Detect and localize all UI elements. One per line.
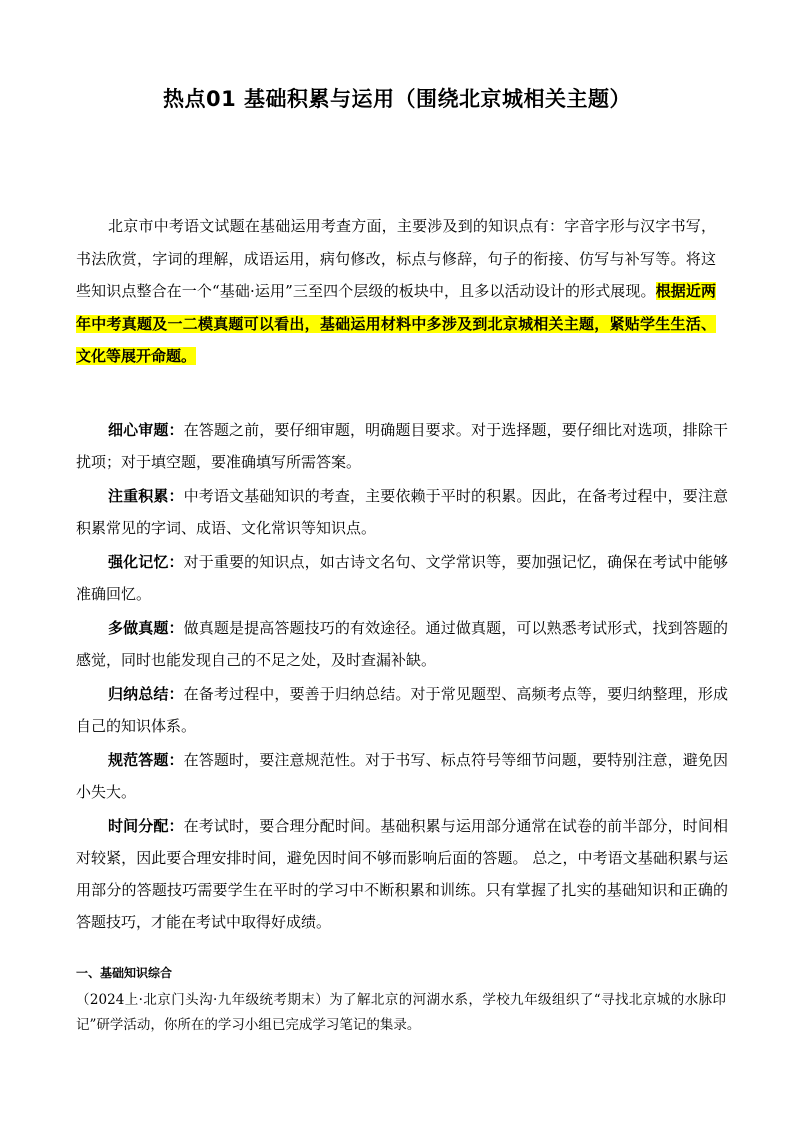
tip-item <box>76 414 728 478</box>
tip-label: 注重积累： <box>108 487 184 505</box>
tips-list <box>76 414 728 940</box>
tip-label: 归纳总结： <box>108 685 184 703</box>
tip-label: 强化记忆： <box>108 553 184 571</box>
intro-text: 北京市中考语文试题在基础运用考查方面，主要涉及到的知识点有：字音字形与汉字书写，书法欣赏，字词的理解，成语运用，病句修改，标点与修辞，句子的衔接、仿写与补写等。将这些知识点整合在一个“基础·运用”三至四个层级的板块中，且多以活动设计的形式展现。 <box>76 217 716 300</box>
tip-item <box>76 546 728 610</box>
tip-item <box>76 612 728 676</box>
tip-text: 对于重要的知识点，如古诗文名句、文学常识等，要加强记忆，确保在考试中能够准确回忆。 <box>76 553 728 603</box>
question-text: （2024上·北京门头沟·九年级统考期末）为了解北京的河湖水系，学校九年级组织了“寻找北京城的水脉印记”研学活动，你所在的学习小组已完成学习笔记的集录。 <box>76 992 726 1033</box>
tip-item <box>76 480 728 544</box>
intro-paragraph <box>76 210 716 373</box>
tip-text: 中考语文基础知识的考查，主要依赖于平时的积累。因此，在备考过程中，要注意积累常见的字词、成语、文化常识等知识点。 <box>76 487 728 537</box>
tip-text: 在答题之前，要仔细审题，明确题目要求。对于选择题，要仔细比对选项，排除干扰项；对于填空题，要准确填写所需答案。 <box>76 421 728 471</box>
tip-item <box>76 744 728 808</box>
tip-label: 多做真题： <box>108 619 184 637</box>
tip-label: 时间分配： <box>108 817 184 835</box>
tip-text: 在答题时，要注意规范性。对于书写、标点符号等细节问题，要特别注意，避免因小失大。 <box>76 751 728 801</box>
tip-item <box>76 678 728 742</box>
section-heading: 一、基础知识综合 <box>76 966 173 980</box>
tip-text: 在备考过程中，要善于归纳总结。对于常见题型、高频考点等，要归纳整理，形成自己的知识体系。 <box>76 685 728 735</box>
tip-label: 细心审题： <box>108 421 184 439</box>
intro-highlight: 根据近两年中考真题及一二模真题可以看出，基础运用材料中多涉及到北京城相关主题，紧贴学生生活、文化等展开命题。 <box>76 282 716 365</box>
tip-label: 规范答题： <box>108 751 184 769</box>
tip-text: 在考试时，要合理分配时间。基础积累与运用部分通常在试卷的前半部分，时间相对较紧，因此要合理安排时间，避免因时间不够而影响后面的答题。 总之，中考语文基础积累与运用部分的答题技巧需要学生在平时的学习中不断积累和训练。只有掌握了扎实的基础知识和正确的答题技巧，才能在考试中取得好成绩。 <box>76 817 728 931</box>
tip-item <box>76 810 728 938</box>
page-title: 热点01 基础积累与运用（围绕北京城相关主题） <box>162 87 632 111</box>
tip-text: 做真题是提高答题技巧的有效途径。通过做真题，可以熟悉考试形式，找到答题的感觉，同时也能发现自己的不足之处，及时查漏补缺。 <box>76 619 728 669</box>
